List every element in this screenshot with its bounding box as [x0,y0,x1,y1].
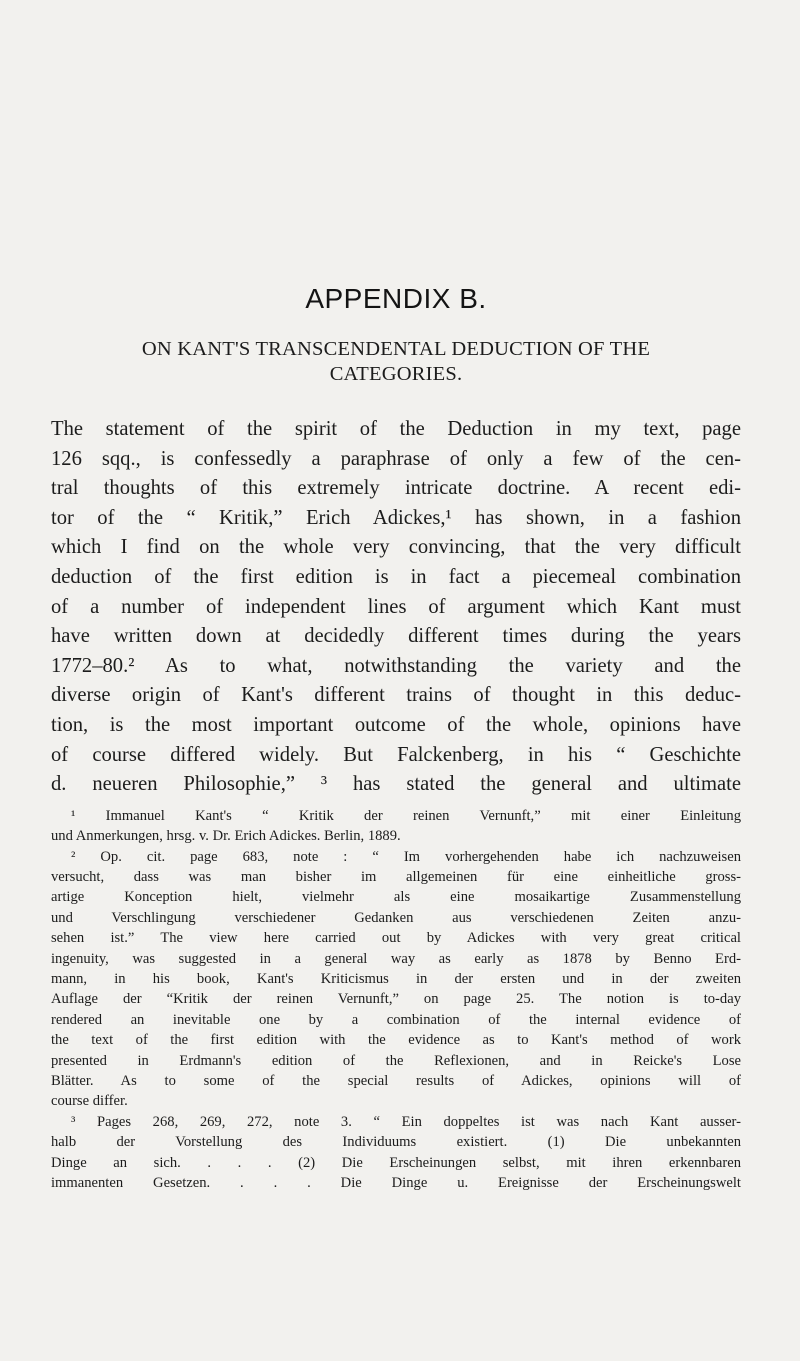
footnote-line: ³ Pages 268, 269, 272, note 3. “ Ein doppeltes ist was nach Kant ausser- [71,1113,741,1130]
footnotes [51,806,741,1194]
subtitle-line: CATEGORIES. [329,363,463,385]
body-line: tral thoughts of this extremely intricate doctrine. A recent edi- [51,477,741,500]
book-page [51,283,741,1193]
body-line: of course differed widely. But Falckenberg, in his “ Geschichte [51,743,741,766]
footnote-line: halb der Vorstellung des Individuums existiert. (1) Die unbekannten [51,1134,741,1151]
footnote-line: Auflage der “Kritik der reinen Vernunft,” on page 25. The notion is to-day [51,991,741,1008]
footnote-line: und Anmerkungen, hrsg. v. Dr. Erich Adickes. Berlin, 1889. [51,828,401,845]
body-line: tion, is the most important outcome of the whole, opinions have [51,713,741,736]
body-line: d. neueren Philosophie,” ³ has stated the general and ultimate [51,773,741,796]
body-line: have written down at decidedly different times during the years [51,625,741,648]
footnote-line: sehen ist.” The view here carried out by Adickes with very great critical [51,930,741,947]
body-line: The statement of the spirit of the Deduction in my text, page [51,418,741,440]
footnote-line: ² Op. cit. page 683, note : “ Im vorhergehenden habe ich nachzuweisen [71,848,741,865]
body-line: 1772–80.² As to what, notwithstanding the variety and the [51,654,741,677]
body-line: which I find on the whole very convincing, that the very difficult [51,536,741,559]
appendix-heading: APPENDIX B. [305,283,487,314]
body-line: 126 sqq., is confessedly a paraphrase of only a few of the cen- [51,447,741,470]
footnote-line: presented in Erdmann's edition of the Reflexionen, and in Reicke's Lose [51,1052,741,1069]
footnote-line: mann, in his book, Kant's Kriticismus in der ersten und in der zweiten [51,970,741,987]
body-paragraph [51,415,741,800]
footnote-line: immanenten Gesetzen. . . . Die Dinge u. Ereignisse der Erscheinungswelt [51,1175,741,1192]
body-line: deduction of the first edition is in fact a piecemeal combination [51,565,741,588]
body-line: diverse origin of Kant's different trains of thought in this deduc- [51,684,741,707]
body-line: of a number of independent lines of argument which Kant must [51,595,741,618]
footnote-line: Blätter. As to some of the special results of Adickes, opinions will of [51,1073,741,1089]
subtitle-line: ON KANT'S TRANSCENDENTAL DEDUCTION OF THE [141,338,651,360]
footnote-line: ¹ Immanuel Kant's “ Kritik der reinen Vernunft,” mit einer Einleitung [71,807,741,824]
footnote-line: course differ. [51,1093,128,1110]
appendix-subtitle [51,337,741,387]
footnote-line: Dinge an sich. . . . (2) Die Erscheinungen selbst, mit ihren erkennbaren [51,1154,741,1171]
body-text [51,415,741,800]
footnote-line: artige Konception hielt, vielmehr als eine mosaikartige Zusammenstellung [51,889,741,906]
footnote-line: ingenuity, was suggested in a general way as early as 1878 by Benno Erd- [51,950,741,967]
footnote-line: rendered an inevitable one by a combination of the internal evidence of [51,1011,741,1028]
footnote-line: und Verschlingung verschiedener Gedanken aus verschiedenen Zeiten anzu- [51,909,741,926]
footnote-line: the text of the first edition with the evidence as to Kant's method of work [51,1032,741,1049]
body-line: tor of the “ Kritik,” Erich Adickes,¹ has shown, in a fashion [51,506,741,529]
footnote-line: versucht, dass was man bisher im allgemeinen für eine einheitliche gross- [51,868,741,885]
